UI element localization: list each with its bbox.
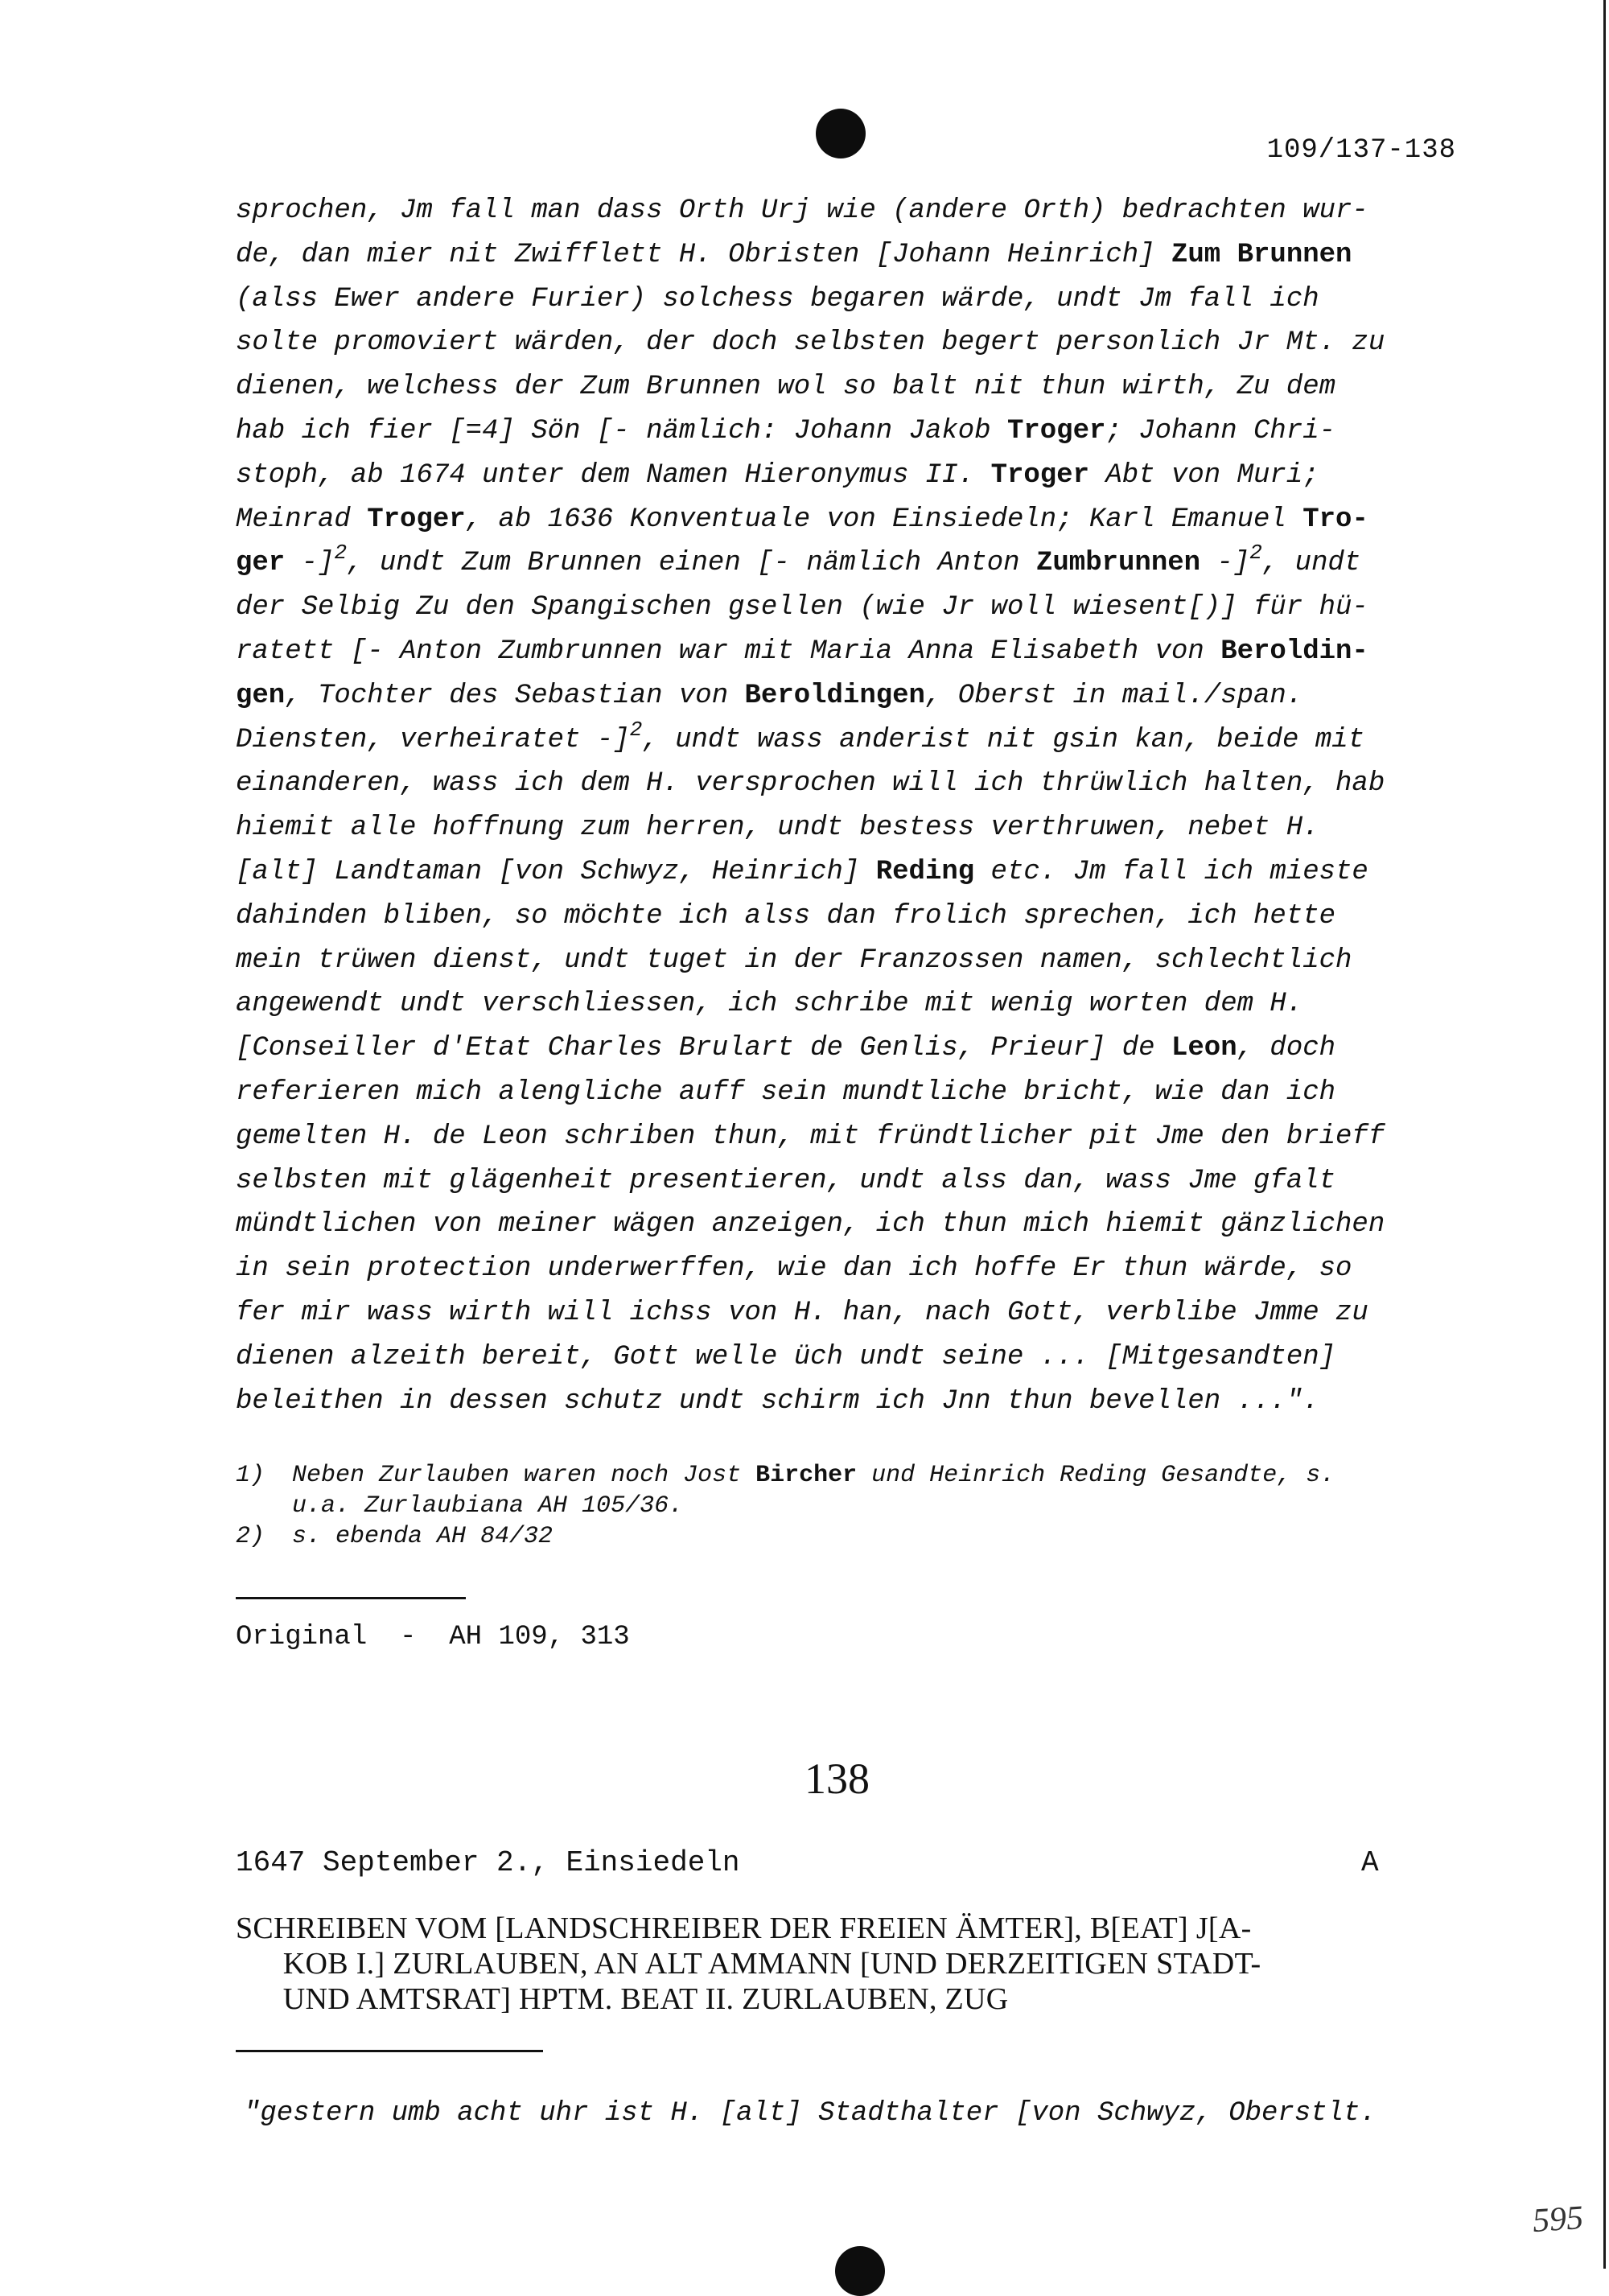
letter-line: der Selbig Zu den Spangischen gsellen (wie Jr woll wiesent[)] für hü- [236,592,1368,623]
letter-line: hab ich fier [=4] Sön [- nämlich: Johann Jakob Troger; Johann Chri- [236,415,1336,446]
letter-line: Diensten, verheiratet -]$^2$, undt wass anderist nit gsin kan, beide mit [236,717,1365,755]
bold-name: Beroldin- [1220,636,1368,667]
document-version: A [1361,1846,1379,1879]
letter-line: mündtlichen von meiner wägen anzeigen, ich thun mich hiemit gänzlichen [236,1209,1385,1241]
letter-line: dienen alzeith bereit, Gott welle üch undt seine ... [Mitgesandten] [236,1341,1336,1372]
bold-name: Troger [990,459,1089,491]
title-separator-rule [236,2050,543,2052]
letter-body [236,189,1491,1423]
document-title-line: KOB I.] ZURLAUBEN, AN ALT AMMANN [UND DERZEITIGEN STADT- [236,1947,1261,1981]
footnote-text: u.a. Zurlaubiana AH 105/36. [292,1492,684,1520]
footnote-reference: 2 [334,541,348,566]
letter-line: in sein protection underwerffen, wie dan ich hoffe Er thun wärde, so [236,1253,1352,1285]
letter-line: hiemit alle hoffnung zum herren, undt bestess verthruwen, nebet H. [236,813,1319,844]
letter-line: fer mir wass wirth will ichss von H. han, nach Gott, verblibe Jmme zu [236,1297,1368,1328]
bold-name: Zum Brunnen [1171,239,1352,270]
footnotes [236,1460,1491,1552]
page-edge-line [1603,0,1606,2269]
footnote-number: 2) [236,1523,265,1550]
bold-name: Beroldingen [744,680,925,711]
footnote-reference: 2 [1249,541,1262,566]
document-title [236,1911,1491,2017]
letter-line: dienen, welchess der Zum Brunnen wol so balt nit thun wirth, Zu dem [236,372,1336,403]
bold-name: Troger [367,504,466,535]
document-date-place: 1647 September 2., Einsiedeln [236,1846,740,1879]
punch-hole-bottom [835,2246,885,2296]
letter-line: gemelten H. de Leon schriben thun, mit fründtlicher pit Jme den brieff [236,1121,1385,1152]
footnote-text: Neben Zurlauben waren noch Jost Bircher und Heinrich Reding Gesandte, s. [292,1462,1335,1489]
footnote-reference: 2 [629,717,643,742]
letter-line: ger -]$^2$, undt Zum Brunnen einen [- nämlich Anton Zumbrunnen -]$^2$, undt [236,541,1361,579]
bold-name: Leon [1171,1033,1237,1064]
bold-name: Bircher [755,1462,858,1489]
footnote [236,1521,1491,1552]
document-title-line: UND AMTSRAT] HPTM. BEAT II. ZURLAUBEN, ZUG [236,1982,1009,2016]
footnote [236,1460,1491,1521]
document-number: 138 [804,1755,870,1803]
footnote-text: s. ebenda AH 84/32 [292,1523,553,1550]
letter-line: referieren mich alengliche auff sein mundtliche bricht, wie dan ich [236,1076,1336,1108]
letter-line: angewendt undt verschliessen, ich schribe mit wenig worten dem H. [236,989,1303,1020]
document-title-line: SCHREIBEN VOM [LANDSCHREIBER DER FREIEN ÄMTER], B[EAT] J[A- [236,1911,1252,1945]
punch-hole-top [816,109,866,158]
letter-line: ratett [- Anton Zumbrunnen war mit Maria Anna Elisabeth von Beroldin- [236,636,1368,667]
letter-line: gen, Tochter des Sebastian von Beroldingen, Oberst in mail./span. [236,680,1303,711]
letter-line: (alss Ewer andere Furier) solchess begaren wärde, undt Jm fall ich [236,283,1319,315]
letter-line: sprochen, Jm fall man dass Orth Urj wie (andere Orth) bedrachten wur- [236,195,1368,226]
bold-name: Troger [1006,415,1106,446]
bold-name: Reding [875,856,975,887]
letter-line: beleithen in dessen schutz undt schirm ich Jnn thun bevellen ...". [236,1385,1319,1417]
bold-name: Zumbrunnen [1036,548,1201,579]
letter-line: einanderen, wass ich dem H. versprochen will ich thrüwlich halten, hab [236,768,1385,800]
letter-line: de, dan mier nit Zwifflett H. Obristen [Johann Heinrich] Zum Brunnen [236,239,1352,270]
footnote-number: 1) [236,1462,265,1489]
letter-line: mein trüwen dienst, undt tuget in der Franzossen namen, schlechtlich [236,944,1352,976]
handwritten-archive-mark: 595 [1531,2199,1585,2240]
page-reference: 109/137-138 [1266,135,1456,166]
bold-name: ger [236,548,286,579]
letter-line: dahinden bliben, so möchte ich alss dan frolich sprechen, ich hette [236,900,1336,932]
letter-line: solte promoviert wärden, der doch selbsten begert personlich Jr Mt. zu [236,327,1385,359]
letter-line: Meinrad Troger, ab 1636 Konventuale von Einsiedeln; Karl Emanuel Tro- [236,504,1368,535]
separator-rule [236,1597,466,1599]
letter-line: [alt] Landtaman [von Schwyz, Heinrich] Reding etc. Jm fall ich mieste [236,856,1368,887]
bold-name: gen [236,680,286,711]
bold-name: Tro- [1302,504,1368,535]
letter-line: stoph, ab 1674 unter dem Namen Hieronymus II. Troger Abt von Muri; [236,459,1319,491]
document-opening-line: "gestern umb acht uhr ist H. [alt] Stadthalter [von Schwyz, Oberstlt. [244,2098,1376,2129]
letter-line: [Conseiller d'Etat Charles Brulart de Genlis, Prieur] de Leon, doch [236,1033,1336,1064]
letter-line: selbsten mit glägenheit presentieren, undt alss dan, wass Jme gfalt [236,1165,1336,1196]
source-reference: Original - AH 109, 313 [236,1622,630,1652]
